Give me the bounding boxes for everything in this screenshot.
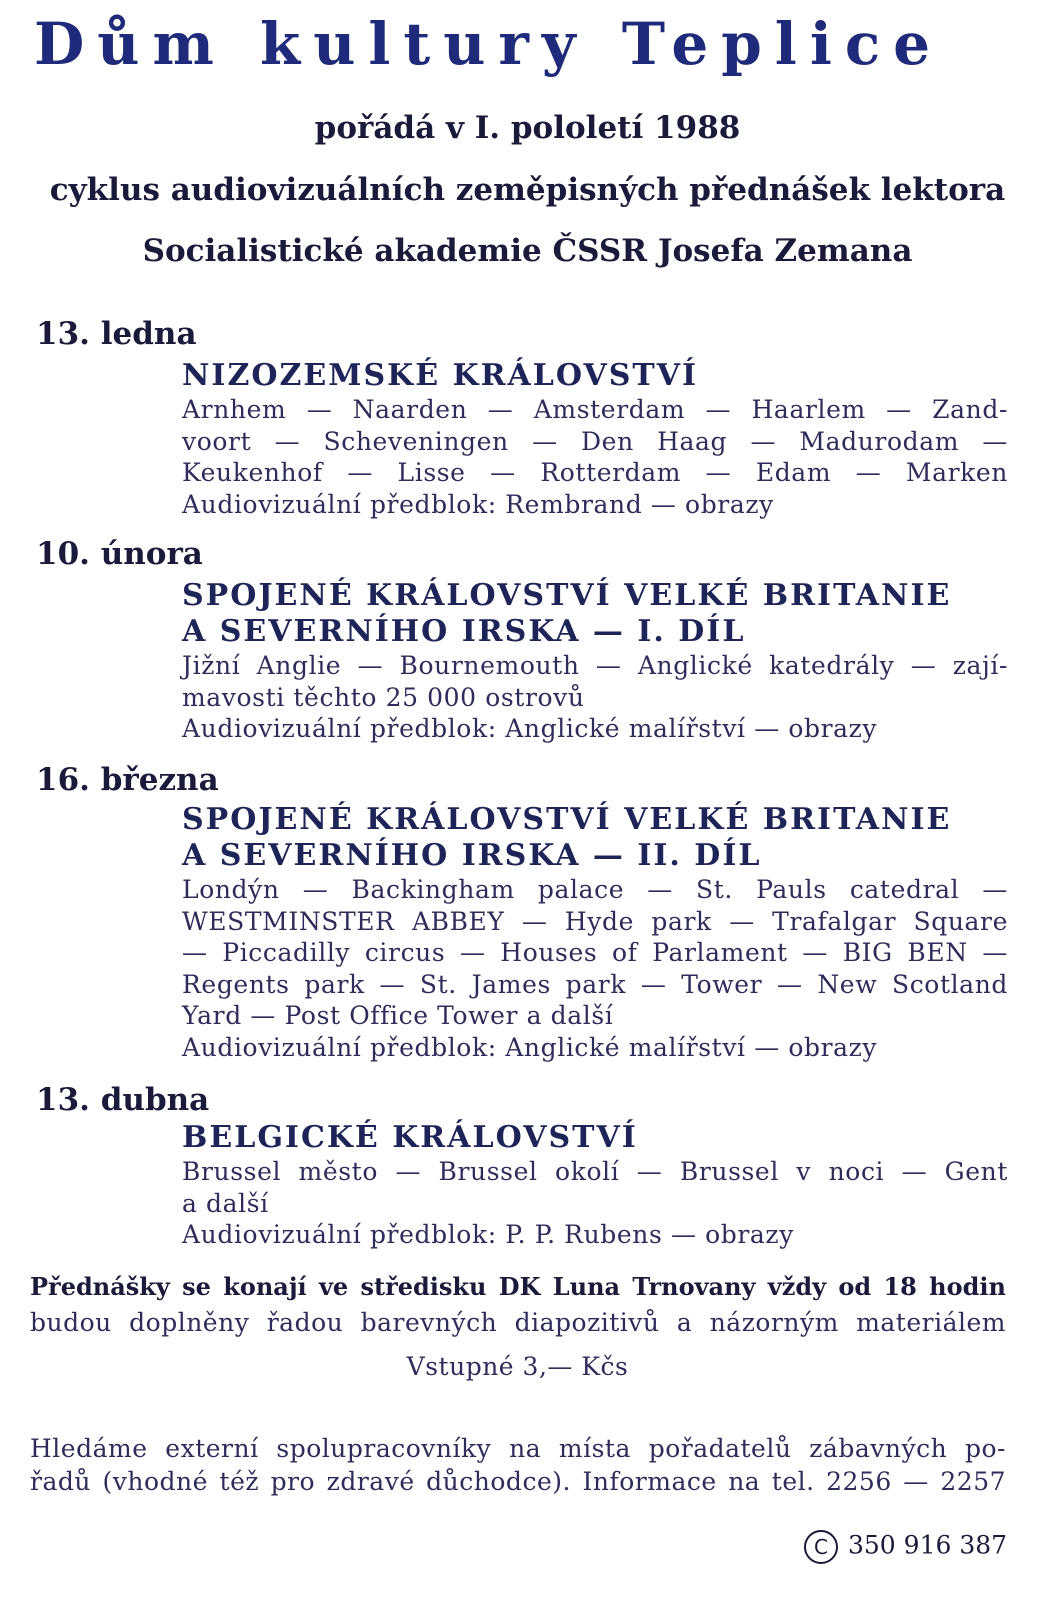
entry-fee: Vstupné 3,— Kčs: [406, 1352, 629, 1381]
recruitment-line: řadů (vhodné též pro zdravé důchodce). Informace na tel. 2256 — 2257: [30, 1467, 1006, 1496]
lecture-block: [182, 802, 1008, 1063]
supplement-note: budou doplněny řadou barevných diapozitivů a názorným materiálem: [30, 1308, 1006, 1337]
lecture-preblock: Audiovizuální předblok: Anglické malířství — obrazy: [182, 714, 878, 743]
lecture-preblock: Audiovizuální předblok: P. P. Rubens — obrazy: [182, 1220, 794, 1249]
lecture-line: Keukenhof — Lisse — Rotterdam — Edam — Marken: [182, 458, 1008, 487]
lecture-preblock: Audiovizuální předblok: Anglické malířství — obrazy: [182, 1032, 878, 1062]
lecture-preblock: Audiovizuální předblok: Rembrand — obrazy: [182, 489, 774, 519]
lecture-heading: SPOJENÉ KRÁLOVSTVÍ VELKÉ BRITANIE: [182, 578, 952, 613]
lecture-line: a další: [182, 1188, 269, 1218]
lecture-line: WESTMINSTER ABBEY — Hyde park — Trafalgar Square: [182, 906, 1008, 936]
copyright-icon: C: [804, 1530, 838, 1564]
print-code: [804, 1530, 1007, 1564]
subtitle-line-3: Socialistické akademie ČSSR Josefa Zemana: [142, 233, 913, 269]
lecture-line: Regents park — St. James park — Tower — New Scotland: [182, 969, 1008, 999]
lecture-line: mavosti těchto 25 000 ostrovů: [182, 682, 585, 712]
lecture-description: [182, 394, 1008, 520]
page-title: Dům kultury Teplice: [34, 10, 944, 78]
print-code-number: 350 916 387: [848, 1530, 1008, 1560]
lecture-description: [182, 650, 1008, 745]
subtitle-line-1: pořádá v I. pololetí 1988: [314, 110, 741, 146]
venue-note: Přednášky se konají ve středisku DK Luna Trnovany vždy od 18 hodin: [30, 1272, 1006, 1301]
lecture-heading: NIZOZEMSKÉ KRÁLOVSTVÍ: [182, 358, 699, 393]
lecture-heading: A SEVERNÍHO IRSKA — I. DÍL: [182, 614, 746, 649]
lecture-description: [182, 1156, 1008, 1251]
lecture-description: [182, 874, 1008, 1063]
lecture-line: Yard — Post Office Tower a další: [182, 1001, 614, 1030]
lecture-line: Brussel město — Brussel okolí — Brussel v noci — Gent: [182, 1157, 1008, 1186]
lecture-date: 13. ledna: [36, 316, 197, 352]
lecture-block: [182, 1120, 1008, 1251]
lecture-heading: BELGICKÉ KRÁLOVSTVÍ: [182, 1120, 638, 1155]
lecture-line: voort — Scheveningen — Den Haag — Madurodam —: [182, 426, 1008, 456]
lecture-line: Londýn — Backingham palace — St. Pauls catedral —: [182, 875, 1008, 904]
lecture-line: Arnhem — Naarden — Amsterdam — Haarlem — Zand-: [182, 395, 1008, 424]
subtitle-line-2: cyklus audiovizuálních zeměpisných přednášek lektora: [49, 172, 1006, 208]
recruitment-notice: [30, 1432, 1006, 1498]
lecture-heading: SPOJENÉ KRÁLOVSTVÍ VELKÉ BRITANIE: [182, 802, 952, 837]
lecture-line: Jižní Anglie — Bournemouth — Anglické katedrály — zají-: [182, 651, 1008, 680]
lecture-date: 16. března: [36, 762, 219, 798]
recruitment-line: Hledáme externí spolupracovníky na místa pořadatelů zábavných po-: [30, 1434, 1006, 1463]
lecture-block: [182, 358, 1008, 520]
lecture-line: — Piccadilly circus — Houses of Parlament — BIG BEN —: [182, 938, 1008, 967]
lecture-block: [182, 578, 1008, 745]
lecture-heading: A SEVERNÍHO IRSKA — II. DÍL: [182, 838, 762, 873]
lecture-date: 10. února: [36, 536, 203, 572]
lecture-date: 13. dubna: [36, 1082, 210, 1118]
